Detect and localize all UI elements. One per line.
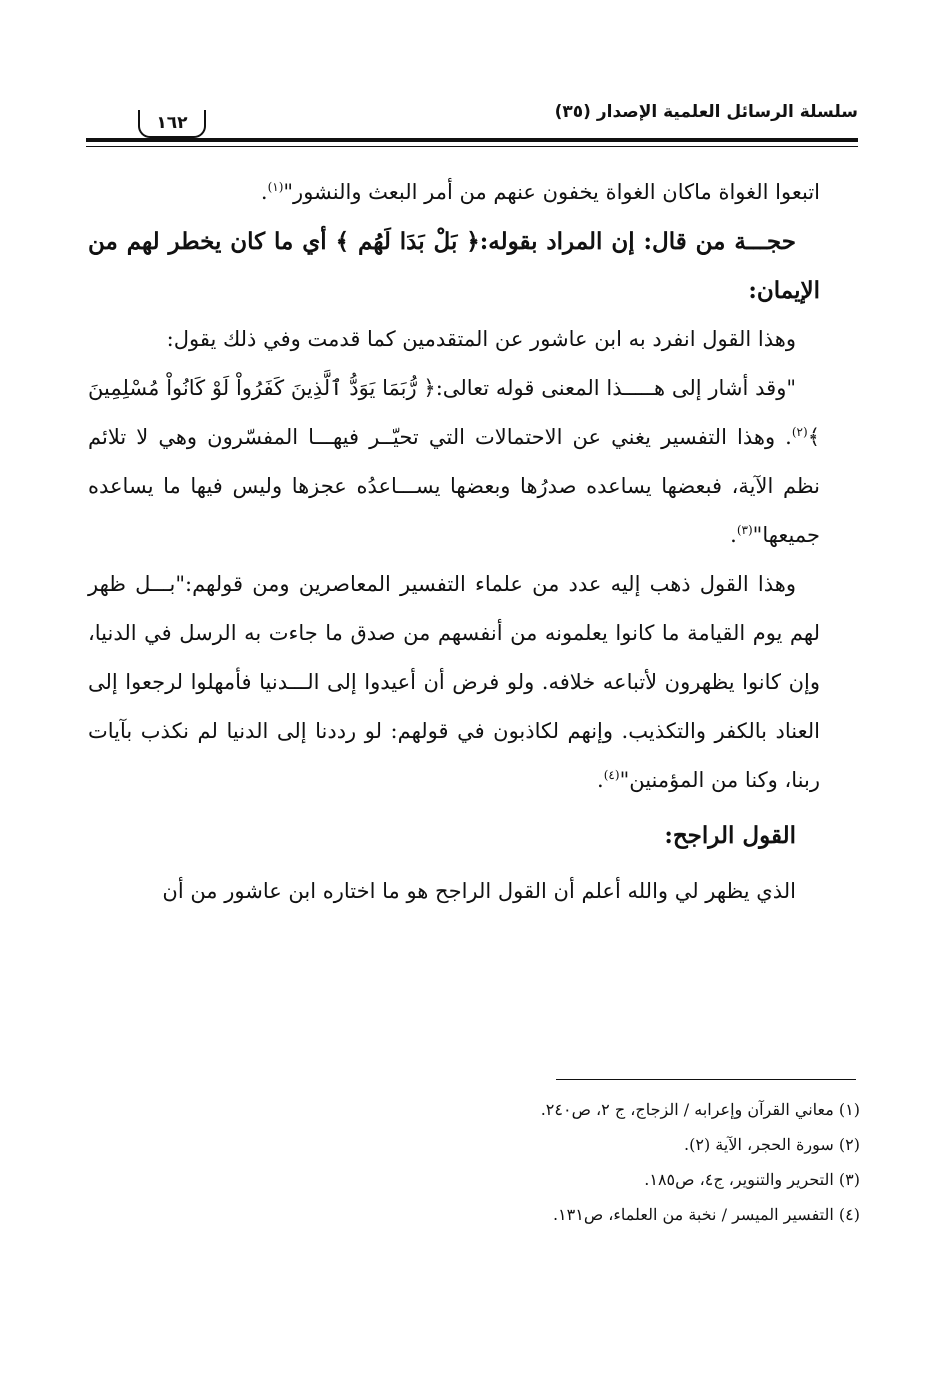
footnote: (٢) سورة الحجر، الآية (٢). — [684, 1135, 860, 1154]
header-rule-thin — [86, 146, 858, 147]
main-text — [88, 168, 820, 916]
quotation-paragraph: "وقد أشار إلى هـــــذا المعنى قوله تعالى:﴿ رُّبَمَا يَوَدُّ ٱلَّذِينَ كَفَرُواْ لَوْ كَانُواْ مُسْلِمِينَ ﴾$^{(٢)}$. وهذا التفسير يغني عن الاحتمالات التي تحيّــر فيهـــا المفسّرون وهي لا تلائم نظم الآية، فبعضها يساعده صدرُها وبعضها يســـاعدُه عجزها وليس فيها ما يساعده جميعها"$^{(٣)}$. — [88, 376, 820, 547]
footnote-ref: (٣) — [736, 523, 753, 537]
page-number: ١٦٢ — [138, 110, 206, 138]
paragraph: وهذا القول ذهب إليه عدد من علماء التفسير المعاصرين ومن قولهم:"بـــل ظهر لهم يوم القيامة ما كانوا يعلمونه من أنفسهم من صدق ما جاءت به الرسل في الدنيا، وإن كانوا يظهرون لأتباعه خلافه. ولو فرض أن أعيدوا إلى الـــدنيا فأمهلوا لرجعوا إلى العناد بالكفر والتكذيب. وإنهم لكاذبون في قولهم: لو رددنا إلى الدنيا لم نكذب بآيات ربنا، وكنا من المؤمنين"$^{(٤)}$. — [88, 572, 820, 792]
paragraph: اتبعوا الغواة ماكان الغواة يخفون عنهم من أمر البعث والنشور"$^{(١)}$. — [260, 180, 820, 204]
footnote-divider — [556, 1079, 856, 1080]
footnotes — [300, 1092, 860, 1232]
footnote: (١) معاني القرآن وإعرابه / الزجاج، ج ٢، ص٢٤٠. — [540, 1100, 860, 1119]
header-rule-thick — [86, 138, 858, 142]
argument-heading: حجـــة من قال: إن المراد بقوله:﴿ بَلْ بَدَا لَهُم ﴾ أي ما كان يخطر لهم من الإيمان: — [88, 228, 820, 304]
paragraph: الذي يظهر لي والله أعلم أن القول الراجح هو ما اختاره ابن عاشور من أن — [162, 879, 796, 903]
paragraph: وهذا القول انفرد به ابن عاشور عن المتقدمين كما قدمت وفي ذلك يقول: — [166, 327, 796, 351]
series-title: سلسلة الرسائل العلمية الإصدار (٣٥) — [554, 102, 858, 122]
footnote-ref: (٢) — [791, 425, 808, 439]
footnote-ref: (١) — [267, 180, 284, 194]
page-header — [86, 96, 858, 154]
section-heading: القول الراجح: — [664, 822, 796, 849]
footnote: (٤) التفسير الميسر / نخبة من العلماء، ص١٣١. — [552, 1205, 860, 1224]
footnote-ref: (٤) — [603, 768, 620, 782]
footnote: (٣) التحرير والتنوير، ج٤، ص١٨٥. — [644, 1170, 860, 1189]
